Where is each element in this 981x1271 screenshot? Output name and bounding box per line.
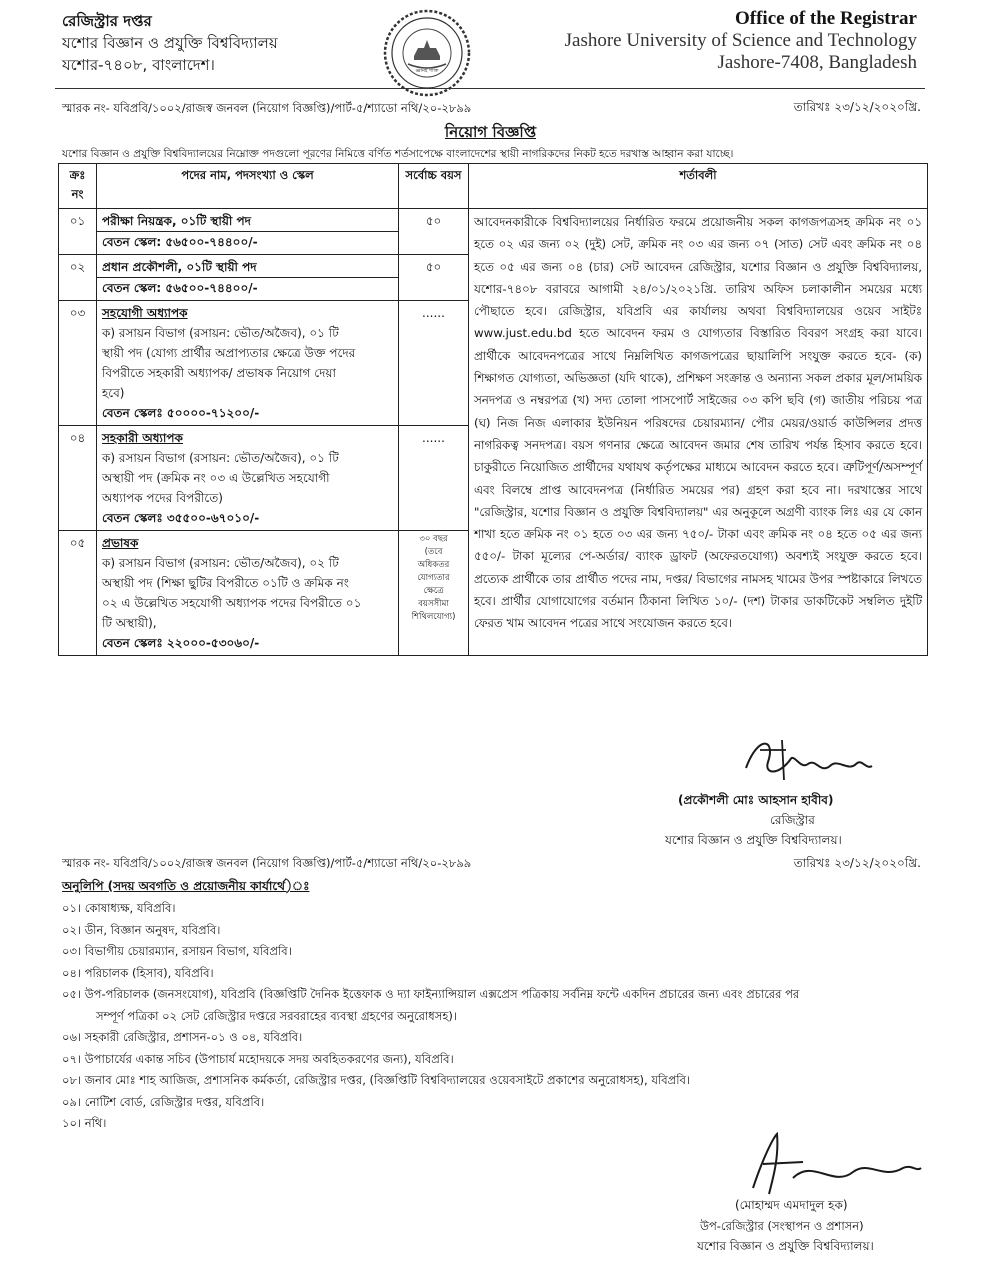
row-age: ...... [399, 426, 469, 531]
table-row [59, 209, 928, 255]
list-item: ০৫। উপ-পরিচালক (জনসংযোগ), যবিপ্রবি (বিজ্ঞপ্তিটি দৈনিক ইত্তেফাক ও দ্যা ফাইন্যান্সিয়াল এক্সপ্রেস পত্রিকায় সর্বনিম্ন ফন্টে একদিন প্রচারের জন্য এবং প্রচারের পর [62, 987, 800, 1001]
age-note-line: ক্ষেত্রে [423, 586, 444, 596]
row-post [97, 531, 399, 656]
pay-scale: বেতন স্কেল: ৫৬৫০০-৭৪৪০০/- [102, 235, 258, 249]
list-item: ০৮। জনাব মোঃ শাহ আজিজ, প্রশাসনিক কর্মকর্তা, রেজিস্ট্রার দপ্তর, (বিজ্ঞপ্তিটি বিশ্ববিদ্যালয়ের ওয়েবসাইটে প্রকাশের অনুরোধসহ), যবিপ্রবি। [62, 1073, 691, 1087]
list-item: ০১। কোষাধ্যক্ষ, যবিপ্রবি। [62, 901, 176, 915]
row-age: ...... [399, 301, 469, 426]
row-post [97, 209, 399, 255]
post-name: সহযোগী অধ্যাপক [102, 306, 188, 320]
letterhead-divider [55, 88, 925, 89]
post-detail: হবে) [102, 386, 125, 400]
post-detail: ক) রসায়ন বিভাগ (রসায়ন: ভৌত/অজৈব), ০১ টি [102, 326, 339, 340]
university-name-en: Jashore University of Science and Technology [564, 30, 917, 51]
pay-scale: বেতন স্কেলঃ ২২০০০-৫৩০৬০/- [102, 636, 260, 650]
header-post: পদের নাম, পদসংখ্যা ও স্কেল [97, 164, 399, 209]
post-detail: টি অস্থায়ী), [102, 616, 157, 630]
header-conditions: শর্তাবলী [469, 164, 928, 209]
registrar-org: যশোর বিজ্ঞান ও প্রযুক্তি বিশ্ববিদ্যালয়। [665, 833, 842, 847]
row-post [97, 426, 399, 531]
pay-scale: বেতন স্কেল: ৫৬৫০০-৭৪৪০০/- [102, 281, 258, 295]
registrar-title: রেজিস্ট্রার [770, 813, 815, 827]
row-serial: ০৩ [59, 301, 97, 426]
row-post [97, 255, 399, 301]
memo-date: তারিখঃ ২৩/১২/২০২০খ্রি. [793, 100, 921, 114]
university-name-bn: যশোর বিজ্ঞান ও প্রযুক্তি বিশ্ববিদ্যালয় [62, 34, 278, 52]
post-name: সহকারী অধ্যাপক [102, 431, 183, 445]
post-detail: অধ্যাপক পদের বিপরীতে) [102, 491, 223, 505]
address-en: Jashore-7408, Bangladesh [717, 52, 917, 73]
post-detail: স্থায়ী পদ (যোগ্য প্রার্থীর অপ্রাপ্যতার ক্ষেত্রে উক্ত পদের [102, 346, 356, 360]
post-detail: ক) রসায়ন বিভাগ (রসায়ন: ভৌত/অজৈব), ০১ টি [102, 451, 339, 465]
deputy-registrar-name: (মোহাম্মদ এমদাদুল হক) [735, 1198, 848, 1212]
deputy-registrar-signature [733, 1128, 923, 1200]
list-item: ০৯। নোটিশ বোর্ড, রেজিস্ট্রার দপ্তর, যবিপ্রবি। [62, 1094, 265, 1109]
row-age: ৫০ [399, 209, 469, 255]
list-item-continuation: সম্পূর্ণ পত্রিকা ০২ সেট রেজিস্ট্রার দপ্তরে সরবরাহের ব্যবস্থা গ্রহণের অনুরোধসহ)। [96, 1008, 457, 1023]
row-serial: ০৪ [59, 426, 97, 531]
row-age-note [399, 531, 469, 656]
address-bn: যশোর-৭৪০৮, বাংলাদেশ। [62, 56, 215, 74]
list-item: ০২। ডীন, বিজ্ঞান অনুষদ, যবিপ্রবি। [62, 922, 221, 937]
notice-intro: যশোর বিজ্ঞান ও প্রযুক্তি বিশ্ববিদ্যালয়ের নিম্নোক্ত পদগুলো পূরণের নিমিত্তে বর্ণিত শর্তসাপেক্ষে বাংলাদেশের স্থায়ী নাগরিকদের নিকট হতে দরখাস্ত আহ্বান করা যাচ্ছে। [62, 148, 734, 160]
age-note-line: শিথিলযোগ্য) [411, 612, 456, 622]
copy-list [62, 898, 942, 1135]
university-logo [378, 8, 476, 98]
list-item: ০৩। বিভাগীয় চেয়ারম্যান, রসায়ন বিভাগ, যবিপ্রবি। [62, 944, 292, 958]
list-item: ০৭। উপাচার্যের একান্ত সচিব (উপাচার্য মহোদয়কে সদয় অবহিতকরণের জন্য), যবিপ্রবি। [62, 1051, 454, 1066]
memo-number: স্মারক নং- যবিপ্রবি/১০০২/রাজস্ব জনবল (নিয়োগ বিজ্ঞপ্তি)/পার্ট-৫/শ্যাডো নথি/২০-২৮৯৯ [62, 101, 472, 115]
post-detail: ০২ এ উল্লেখিত সহযোগী অধ্যাপক পদের বিপরীতে ০১ [102, 596, 362, 610]
list-item: ০৬। সহকারী রেজিস্ট্রার, প্রশাসন-০১ ও ০৪, যবিপ্রবি। [62, 1030, 303, 1044]
age-note-line: বয়সসীমা [418, 599, 449, 609]
office-name-bn: রেজিস্ট্রার দপ্তর [62, 12, 152, 30]
memo-number-copy: স্মারক নং- যবিপ্রবি/১০০২/রাজস্ব জনবল (নিয়োগ বিজ্ঞপ্তি)/পার্ট-৫/শ্যাডো নথি/২০-২৮৯৯ [62, 856, 472, 870]
conditions-cell: আবেদনকারীকে বিশ্ববিদ্যালয়ের নির্ধারিত ফরমে প্রয়োজনীয় সকল কাগজপত্রসহ ক্রমিক নং ০১ হতে ০২ এর জন্য ০২ (দুই) সেট, ক্রমিক নং ০৩ এর জন্য ০৭ (সাত) সেট এবং ক্রমিক নং ০৪ হতে ০৫ এর জন্য ০৪ (চার) সেট আবেদন রেজিস্ট্রার, যশোর বিজ্ঞান ও প্রযুক্তি বিশ্ববিদ্যালয়, যশোর-৭৪০৮ বরাবরে আগামী ২৪/০১/২০২১খ্রি. তারিখ অফিস চলাকালীন সময়ের মধ্যে পৌছাতে হবে। রেজিস্ট্রার, যবিপ্রবি এর কার্যালয় অথবা বিশ্ববিদ্যালয়ের ওয়েব সাইটঃ www.just.edu.bd হতে আবেদন ফরম ও যোগ্যতার বিস্তারিত বিবরণ সংগ্রহ করা যাবে। প্রার্থীকে আবেদনপত্রের সাথে নিম্নলিখিত কাগজপত্রের ছায়ালিপি সংযুক্ত করতে হবে- (ক) শিক্ষাগত যোগ্যতা, অভিজ্ঞতা (যদি থাকে), প্রশিক্ষণ সংক্রান্ত ও অন্যান্য সকল প্রকার মূল/সাময়িক সনদপত্র ও নম্বরপত্র (খ) সদ্য তোলা পাসপোর্ট সাইজের ০৩ কপি ছবি (গ) জাতীয় পরিচয় পত্র (ঘ) নিজ নিজ এলাকার ইউনিয়ন পরিষদের চেয়ারম্যান/ পৌর মেয়র/ওয়ার্ড কাউন্সিলর প্রদত্ত নাগরিকত্ব সনদপত্র। বয়স গণনার ক্ষেত্রে আবেদন জমার শেষ তারিখ পর্যন্ত হিসাব করতে হবে। চাকুরীতে নিয়োজিত প্রার্থীদের যথাযথ কর্তৃপক্ষের মাধ্যমে আবেদন করতে হবে। ত্রুটিপূর্ণ/অসম্পূর্ণ এবং বিলম্বে প্রাপ্ত আবেদনপত্র (নির্ধারিত সময়ের পর) গ্রহণ করা হবে না। দরখাস্তের সাথে "রেজিস্ট্রার, যশোর বিজ্ঞান ও প্রযুক্তি বিশ্ববিদ্যালয়" এর অনুকূলে অগ্রণী ব্যাংক লিঃ এর যে কোন শাখা হতে ক্রমিক নং ০১ হতে ০৩ এর জন্য ৭৫০/- টাকা এবং ক্রমিক নং ০৪ হতে ০৫ এর জন্য ৫৫০/- টাকা মূল্যের পে-অর্ডার/ ব্যাংক ড্রাফট (অফেরতযোগ্য) অবশ্যই সংযুক্ত করতে হবে। প্রত্যেক প্রার্থীকে তার প্রার্থীত পদের নাম, দপ্তর/ বিভাগের নামসহ খামের উপর স্পষ্টাকারে লিখতে হবে। প্রার্থীর যোগাযোগের বর্তমান ঠিকানা লিখিত ১০/- (দশ) টাকার ডাকটিকেট সম্বলিত দুইটি ফেরত খাম আবেদন পত্রের সাথে সংযোজন করতে হবে। [469, 209, 928, 656]
age-note-line: ৩০ বছর [419, 534, 448, 544]
registrar-signature [738, 730, 878, 790]
post-detail: অস্থায়ী পদ (ক্রমিক নং ০৩ এ উল্লেখিত সহযোগী [102, 471, 330, 485]
header-serial: ক্রঃ নং [59, 164, 97, 209]
header-age: সর্বোচ্চ বয়স [399, 164, 469, 209]
letterhead-bangla [62, 10, 278, 76]
post-detail: ক) রসায়ন বিভাগ (রসায়ন: ভৌত/অজৈব), ০২ টি [102, 556, 339, 570]
age-note-line: যোগ্যতার [417, 573, 450, 583]
list-item: ০৪। পরিচালক (হিসাব), যবিপ্রবি। [62, 965, 214, 980]
age-note-line: অধিকতর [417, 560, 450, 570]
pay-scale: বেতন স্কেলঃ ৩৫৫০০-৬৭০১০/- [102, 511, 260, 525]
memo-date-copy: তারিখঃ ২৩/১২/২০২০খ্রি. [793, 856, 921, 870]
post-name: প্রধান প্রকৌশলী, ০১টি স্থায়ী পদ [97, 257, 398, 278]
logo-text: জ্ঞানই শক্তি [415, 68, 439, 74]
letterhead-english [565, 8, 917, 74]
post-name: প্রভাষক [102, 536, 139, 550]
row-serial: ০৫ [59, 531, 97, 656]
registrar-name: (প্রকৌশলী মোঃ আহসান হাবীব) [678, 793, 834, 807]
vacancy-table [58, 163, 928, 656]
list-item: ১০। নথি। [62, 1116, 107, 1130]
pay-scale: বেতন স্কেলঃ ৫০০০০-৭১২০০/- [102, 406, 260, 420]
notice-title: নিয়োগ বিজ্ঞপ্তি [444, 123, 537, 141]
post-name: পরীক্ষা নিয়ন্ত্রক, ০১টি স্থায়ী পদ [97, 211, 398, 232]
row-serial: ০২ [59, 255, 97, 301]
deputy-registrar-org: যশোর বিজ্ঞান ও প্রযুক্তি বিশ্ববিদ্যালয়। [697, 1239, 874, 1253]
post-detail: বিপরীতে সহকারী অধ্যাপক/ প্রভাষক নিয়োগ দেয়া [102, 366, 336, 380]
office-name-en: Office of the Registrar [734, 8, 917, 29]
table-header-row [59, 164, 928, 209]
row-serial: ০১ [59, 209, 97, 255]
post-detail: অস্থায়ী পদ (শিক্ষা ছুটির বিপরীতে ০১টি ও ক্রমিক নং [102, 576, 349, 590]
row-post [97, 301, 399, 426]
row-age: ৫০ [399, 255, 469, 301]
copy-heading: অনুলিপি (সদয় অবগতি ও প্রয়োজনীয় কার্যার্থে)ঃ [62, 879, 310, 893]
deputy-registrar-title: উপ-রেজিস্ট্রার (সংস্থাপন ও প্রশাসন) [700, 1219, 864, 1233]
age-note-line: (তবে [424, 547, 443, 557]
